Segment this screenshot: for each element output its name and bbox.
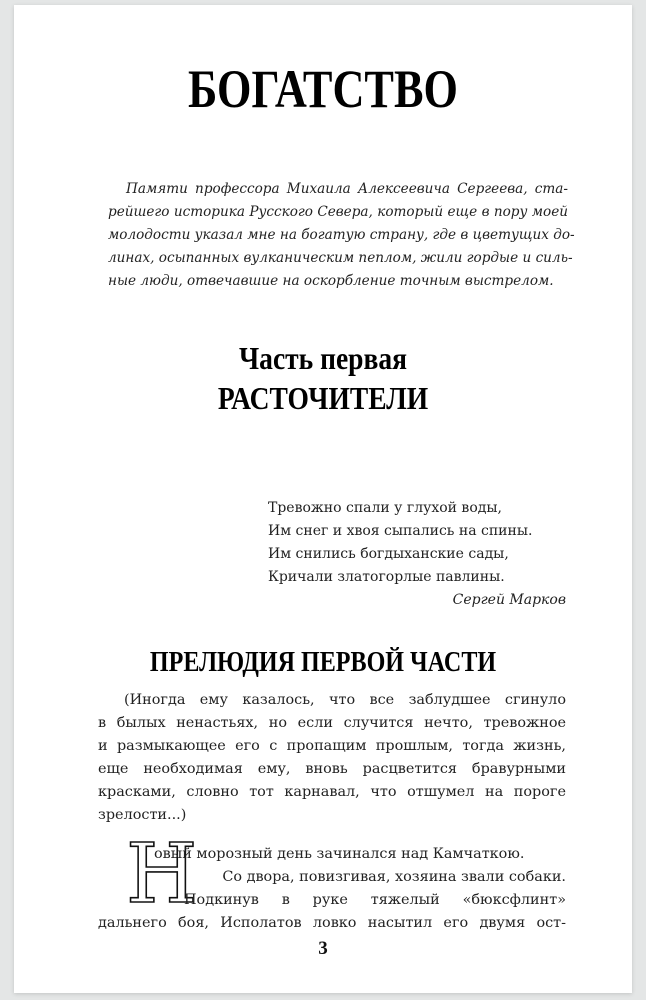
dedication-line: молодости указал мне на богатую страну, где в цветущих до- <box>108 227 575 243</box>
dedication-line: рейшего историка Русского Севера, который еще в пору моей <box>108 204 568 220</box>
epigraph-line: Тревожно спали у глухой воды, <box>268 500 502 516</box>
part-heading <box>45 338 601 418</box>
dedication-line: ные люди, отвечавшие на оскорбление точным выстрелом. <box>108 273 554 289</box>
body-line: Подкинув в руке тяжелый «бюксфлинт» <box>184 892 566 908</box>
body-line: дальнего боя, Исполатов ловко насытил его двумя ост- <box>98 915 566 931</box>
body-line: овый морозный день зачинался над Камчаткою. <box>154 846 525 862</box>
part-number: Часть первая <box>238 340 407 376</box>
prelude-line: еще необходимая ему, вновь расцветится бравурными <box>98 761 566 777</box>
prelude-line: (Иногда ему казалось, что все заблудшее сгинуло <box>124 692 566 708</box>
body-line: Со двора, повизгивая, хозяина звали собаки. <box>222 869 566 885</box>
prelude-line: и размыкающее его с пропащим прошлым, тогда жизнь, <box>98 738 566 754</box>
page-number: 3 <box>318 938 328 959</box>
book-title: БОГАТСТВО <box>188 59 458 119</box>
epigraph-line: Им снег и хвоя сыпались на спины. <box>268 523 533 539</box>
dedication <box>108 178 575 293</box>
prelude-text <box>98 689 566 827</box>
epigraph-line: Кричали златогорлые павлины. <box>268 569 505 585</box>
part-name: РАСТОЧИТЕЛИ <box>217 380 429 416</box>
epigraph-line: Им снились богдыханские сады, <box>268 546 509 562</box>
section-title: ПРЕЛЮДИЯ ПЕРВОЙ ЧАСТИ <box>149 647 497 678</box>
dedication-line: Памяти профессора Михаила Алексеевича Сергеева, ста- <box>126 181 568 197</box>
prelude-line: зрелости...) <box>98 807 187 823</box>
epigraph-author: Сергей Марков <box>452 592 566 608</box>
prelude-line: в былых ненастьях, но если случится нечто, тревожное <box>98 715 566 731</box>
drop-cap: Н <box>126 827 198 922</box>
prelude-line: красками, словно тот карнавал, что отшумел на пороге <box>98 784 566 800</box>
epigraph <box>268 497 568 612</box>
body-text <box>98 843 566 935</box>
dedication-line: линах, осыпанных вулканическим пеплом, жили гордые и силь- <box>108 250 573 266</box>
